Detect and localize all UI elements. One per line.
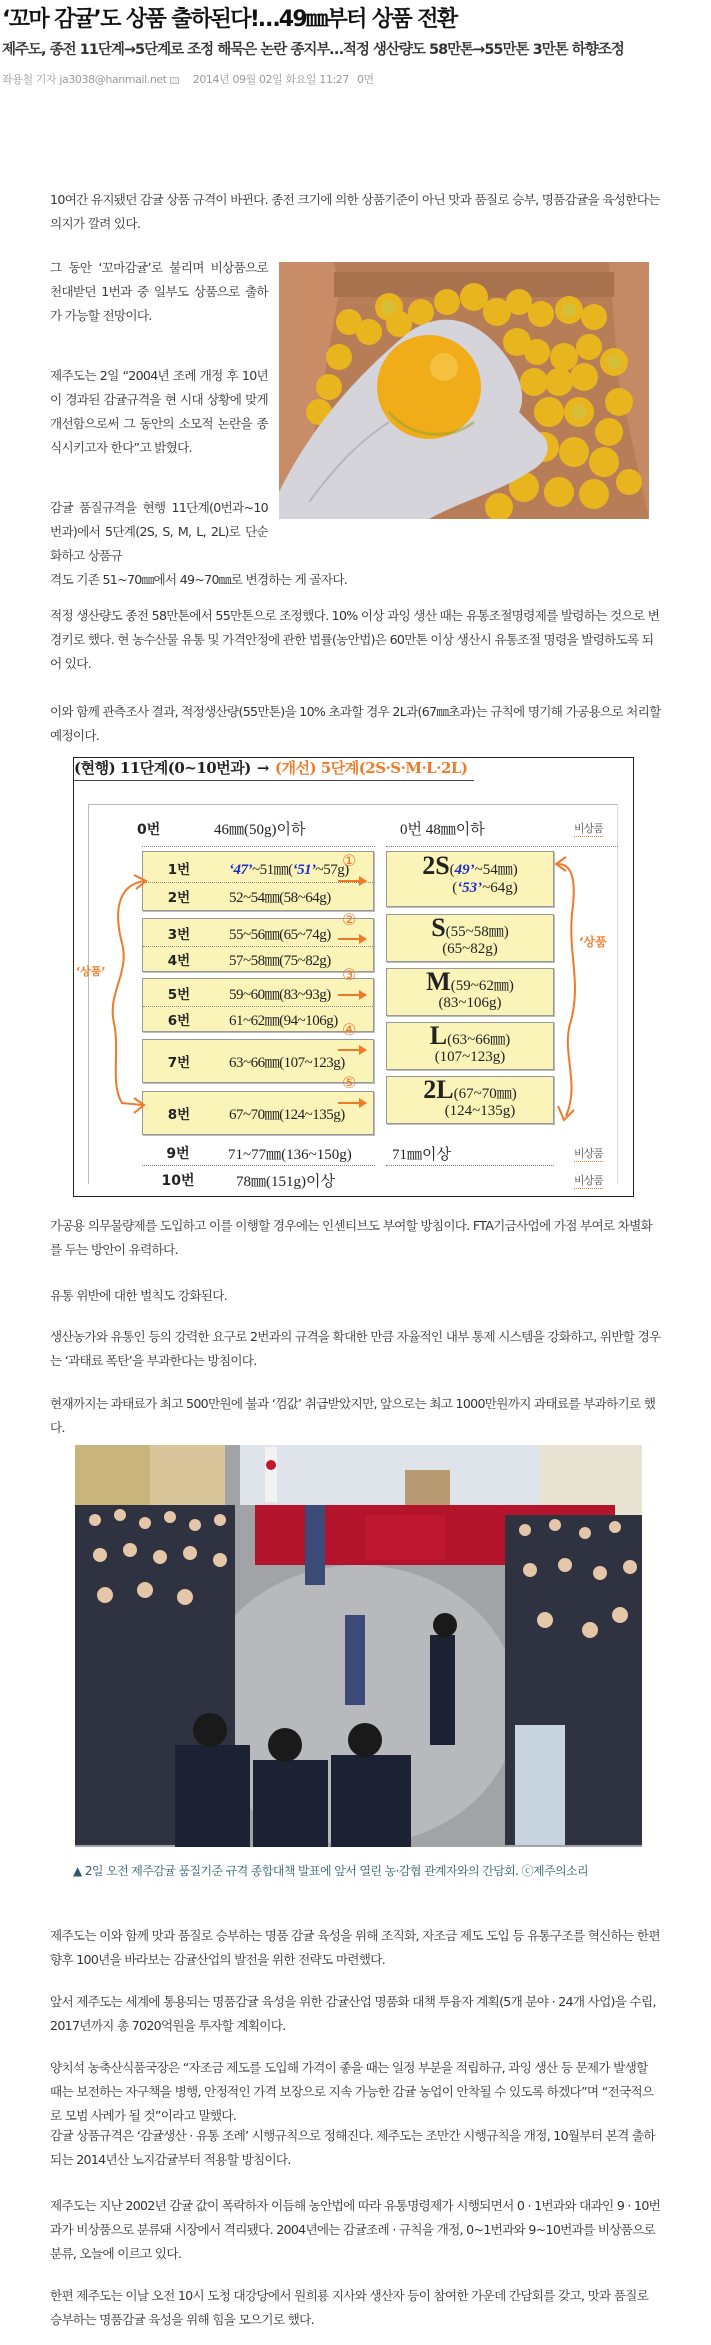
paragraph: 이와 함께 관측조사 결과, 적정생산량(55만톤)을 10% 초과할 경우 2L과(67㎜초과)는 규칙에 명기해 가공용으로 처리할 예정이다. bbox=[50, 704, 661, 743]
divider bbox=[142, 1165, 375, 1166]
step-2-mark: ② bbox=[342, 910, 357, 929]
new-grade-s: S(55~58㎜) (65~82g) bbox=[386, 914, 554, 962]
grade-box-7 bbox=[142, 1039, 374, 1083]
right-arrow-icon bbox=[338, 1102, 366, 1104]
grade-10-row: 10번 78㎜(151g)이상 bbox=[161, 1173, 335, 1190]
grade-comparison-figure bbox=[73, 757, 634, 1197]
divider bbox=[386, 1165, 554, 1166]
paragraph: 제주도는 지난 2002년 감귤 값이 폭락하자 이듬해 농안법에 따라 유통명령제가 시행되면서 0 · 1번과와 대과인 9 · 10번과가 비상품으로 분류돼 시장에서 격리됐다. 2004년에는 감귤조례 · 규칙을 개정, 0~1번과와 9~10번과를 비상품으로 분류, 오늘에 이르고 있다. bbox=[50, 2198, 661, 2261]
paragraph: 감귤 상품규격은 ‘감귤생산 · 유통 조례’ 시행규칙으로 정해진다. 제주도는 조만간 시행규칙을 개정, 10월부터 본격 출하되는 2014년산 노지감귤부터 적용할 방침이다. bbox=[50, 2128, 655, 2167]
grade-8-row: 8번 67~70㎜(124~135g) bbox=[167, 1106, 345, 1123]
grade-2-row: 2번 52~54㎜(58~64g) bbox=[167, 889, 331, 906]
new-grade-2l: 2L(67~70㎜) (124~135g) bbox=[386, 1076, 554, 1124]
paragraph: 적정 생산량도 종전 58만톤에서 55만톤으로 조정했다. 10% 이상 과잉 생산 때는 유통조절명령제를 발령하는 것으로 변경키로 했다. 현 농수산물 유통 및 가격안정에 관한 법률(농안법)은 60만톤 이상 생산시 유통조절 명령을 발령하도록 되어 있다. bbox=[50, 608, 660, 671]
step-1-mark: ① bbox=[342, 851, 357, 870]
email-icon[interactable] bbox=[170, 77, 179, 84]
grade-4-row: 4번 57~58㎜(75~82g) bbox=[167, 952, 331, 969]
byline-page: 0면 bbox=[356, 73, 374, 86]
grade-9-row: 9번 71~77㎜(136~150g) bbox=[166, 1146, 352, 1163]
divider bbox=[142, 846, 375, 847]
paragraph: 현재까지는 과태료가 최고 500만원에 불과 ‘껌값’ 취급받았지만, 앞으로는 최고 1000만원까지 과태료를 부과하기로 했다. bbox=[50, 1396, 656, 1435]
non-product-label: 비상품 bbox=[574, 1174, 603, 1187]
photo-caption: ▲ 2일 오전 제주감귤 품질기준 규격 종합대책 발표에 앞서 열린 농·감협 관계자와의 간담회. ⓒ제주의소리 bbox=[73, 1864, 588, 1878]
new-grade-2s: 2S(49’~54㎜) (‘53’~64g) bbox=[386, 851, 554, 907]
right-arrow-icon bbox=[338, 880, 366, 882]
grade-box-8 bbox=[142, 1091, 374, 1135]
article-subheadline: 제주도, 종전 11단계→5단계로 조정 해묵은 논란 종지부…적정 생산량도 58만톤→55만톤 3만톤 하향조정 bbox=[2, 42, 624, 58]
product-label-right: ‘상품 bbox=[579, 935, 607, 949]
citrus-photo bbox=[279, 262, 649, 519]
grade-3-row: 3번 55~56㎜(65~74g) bbox=[167, 926, 331, 943]
byline bbox=[2, 72, 374, 88]
paragraph: 10여간 유지됐던 감귤 상품 규격이 바뀐다. 종전 크기에 의한 상품기준이 아닌 맛과 품질로 승부, 명품감귤을 육성한다는 의지가 깔려 있다. bbox=[50, 192, 660, 231]
step-5-mark: ⑤ bbox=[342, 1073, 357, 1092]
right-arrow-icon bbox=[338, 1049, 366, 1051]
figure-title-current: (현행) 11단계(0~10번과) bbox=[74, 759, 251, 777]
grade-box-5-6 bbox=[142, 978, 374, 1032]
new-grade-over-row: 71㎜이상 bbox=[392, 1147, 451, 1163]
paragraph-continued: 격도 기존 51~70㎜에서 49~70㎜로 변경하는 게 골자다. bbox=[50, 572, 348, 587]
byline-reporter[interactable]: 좌용철 기자 ja3038@hanmail.net bbox=[2, 73, 167, 86]
paragraph: 유통 위반에 대한 벌칙도 강화된다. bbox=[50, 1288, 228, 1303]
meeting-photo bbox=[75, 1445, 642, 1847]
paragraph: 감귤 품질규격을 현행 11단계(0번과~10번과)에서 5단계(2S, S, M, L, 2L)로 단순화하고 상품규 bbox=[50, 500, 268, 563]
right-arrow-icon bbox=[338, 938, 366, 940]
paragraph: 생산농가와 유통인 등의 강력한 요구로 2번과의 규격을 확대한 만큼 자율적인 내부 통제 시스템을 강화하고, 위반할 경우는 ‘과태료 폭탄’을 부과한다는 방침이다. bbox=[50, 1329, 661, 1368]
grade-box-3-4 bbox=[142, 918, 374, 972]
right-arrow-icon: → bbox=[256, 759, 269, 777]
paragraph: 제주도는 이와 함께 맛과 품질로 승부하는 명품 감귤 육성을 위해 조직화, 자조금 제도 도입 등 유통구조를 혁신하는 한편 향후 100년을 바라보는 감귤산업의 발전을 위한 전략도 마련했다. bbox=[50, 1928, 660, 1967]
grade-5-row: 5번 59~60㎜(83~93g) bbox=[167, 986, 331, 1003]
new-grade-0-row: 0번 48㎜이하 bbox=[400, 822, 485, 838]
figure-title bbox=[74, 757, 474, 781]
non-product-label: 비상품 bbox=[574, 822, 603, 835]
paragraph: 양치석 농축산식품국장은 “자조금 제도를 도입해 가격이 좋을 때는 일정 부분을 적립하규, 과잉 생산 등 문제가 발생할 때는 보전하는 자구책을 병행, 안정적인 가격 보장으로 지속 가능한 감귤 농업이 안착될 수 있도록 하겠다”며 “전국적으로 모범 사례가 될 것”이라고 말했다. bbox=[50, 2060, 654, 2123]
grade-0-row: 0번 46㎜(50g)이하 bbox=[137, 822, 306, 838]
paragraph: 앞서 제주도는 세계에 통용되는 명품감귤 육성을 위한 감귤산업 명품화 대책 투융자 계획(5개 분야 · 24개 사업)을 수립, 2017년까지 총 7020억원을 투자할 계획이다. bbox=[50, 1994, 656, 2033]
paragraph: 한편 제주도는 이날 오전 10시 도청 대강당에서 원희룡 지사와 생산자 등이 참여한 가운데 간담회를 갖고, 맛과 품질로 승부하는 명품감귤 육성을 위해 힘을 모으기로 했다. bbox=[50, 2288, 649, 2327]
new-grade-m: M(59~62㎜) (83~106g) bbox=[386, 968, 554, 1016]
divider bbox=[386, 846, 618, 847]
step-3-mark: ③ bbox=[342, 965, 357, 984]
grade-6-row: 6번 61~62㎜(94~106g) bbox=[167, 1012, 338, 1029]
grade-1-row: 1번 ‘47’~51㎜(‘51’~57g) bbox=[167, 861, 349, 878]
curved-arrow-icon bbox=[92, 873, 152, 1123]
new-grade-l: L(63~66㎜) (107~123g) bbox=[386, 1022, 554, 1070]
paragraph: 그 동안 ‘꼬마감귤’로 불리며 비상품으로 천대받던 1번과 중 일부도 상품으로 출하가 가능할 전망이다. bbox=[50, 260, 268, 323]
paragraph: 가공용 의무물량제를 도입하고 이를 이행할 경우에는 인센티브도 부여할 방침이다. FTA기금사업에 가점 부여로 차별화를 두는 방안이 유력하다. bbox=[50, 1218, 653, 1257]
grade-7-row: 7번 63~66㎜(107~123g) bbox=[167, 1054, 345, 1071]
article-headline: ‘꼬마 감귤’도 상품 출하된다!…49㎜부터 상품 전환 bbox=[2, 7, 457, 32]
curved-arrow-icon bbox=[552, 854, 592, 1134]
right-arrow-icon bbox=[338, 994, 366, 996]
product-label-left: ‘상품’ bbox=[76, 965, 106, 978]
non-product-label: 비상품 bbox=[574, 1147, 603, 1160]
paragraph: 제주도는 2일 “2004년 조례 개정 후 10년이 경과된 감귤규격을 현 시대 상황에 맞게 개선함으로써 그 동안의 소모적 논란을 종식시키고자 한다”고 밝혔다. bbox=[50, 368, 268, 455]
byline-date: 2014년 09월 02일 화요일 11:27 bbox=[192, 73, 349, 86]
figure-title-new: (개선) 5단계(2S·S·M·L·2L) bbox=[274, 759, 468, 777]
step-4-mark: ④ bbox=[342, 1020, 357, 1039]
